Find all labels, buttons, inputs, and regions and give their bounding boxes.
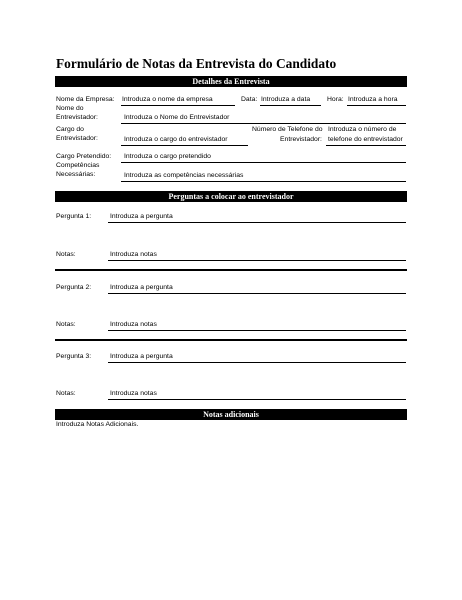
company-underline <box>121 105 235 106</box>
question-1-notes-underline <box>108 260 406 261</box>
question-3-field[interactable]: Introduza a pergunta <box>110 353 173 360</box>
position-field[interactable]: Introduza o cargo pretendido <box>124 153 211 160</box>
question-3-notes-field[interactable]: Introduza notas <box>110 390 157 397</box>
question-2-notes-underline <box>108 330 406 331</box>
phone-label-line2: Entrevistador: <box>280 136 322 143</box>
date-underline <box>260 105 321 106</box>
time-underline <box>347 105 406 106</box>
position-label: Cargo Pretendido: <box>56 153 112 160</box>
date-field[interactable]: Introduza a data <box>261 96 311 103</box>
skills-underline <box>121 181 406 182</box>
phone-field-line2[interactable]: telefone do entrevistador <box>328 136 403 143</box>
skills-label-line1: Competências <box>56 162 100 169</box>
skills-label-line2: Necessárias: <box>56 171 96 178</box>
section-header-questions: Perguntas a colocar ao entrevistador <box>55 191 407 202</box>
additional-notes-field[interactable]: Introduza Notas Adicionais. <box>56 421 139 428</box>
question-2-notes-field[interactable]: Introduza notas <box>110 321 157 328</box>
date-label: Data: <box>241 96 258 103</box>
question-1-field[interactable]: Introduza a pergunta <box>110 213 173 220</box>
interviewer-name-field[interactable]: Introduza o Nome do Entrevistador <box>124 114 230 121</box>
skills-field[interactable]: Introduza as competências necessárias <box>124 172 244 179</box>
role-label-line2: Entrevistador: <box>56 135 98 142</box>
section-header-details: Detalhes da Entrevista <box>55 76 407 87</box>
question-2-label: Pergunta 2: <box>56 284 92 291</box>
question-1-notes-field[interactable]: Introduza notas <box>110 251 157 258</box>
time-field[interactable]: Introduza a hora <box>348 96 398 103</box>
question-3-underline <box>108 362 406 363</box>
question-2-divider <box>55 339 407 341</box>
question-1-label: Pergunta 1: <box>56 213 92 220</box>
phone-underline <box>326 145 406 146</box>
company-label: Nome da Empresa: <box>56 96 115 103</box>
position-underline <box>121 162 406 163</box>
interviewer-label-line1: Nome do <box>56 105 84 112</box>
question-2-field[interactable]: Introduza a pergunta <box>110 284 173 291</box>
section-header-additional-notes: Notas adicionais <box>55 409 407 420</box>
question-1-underline <box>108 222 406 223</box>
role-underline <box>121 145 248 146</box>
question-2-notes-label: Notas: <box>56 321 76 328</box>
question-1-notes-label: Notas: <box>56 251 76 258</box>
interviewer-label-line2: Entrevistador: <box>56 114 98 121</box>
phone-field-line1[interactable]: Introduza o número de <box>328 126 397 133</box>
interviewer-underline <box>121 123 406 124</box>
time-label: Hora: <box>327 96 344 103</box>
phone-label-line1: Número de Telefone do <box>252 126 323 133</box>
role-label-line1: Cargo do <box>56 126 84 133</box>
question-2-underline <box>108 293 406 294</box>
question-3-notes-underline <box>108 399 406 400</box>
question-3-label: Pergunta 3: <box>56 353 92 360</box>
interviewer-role-field[interactable]: Introduza o cargo do entrevistador <box>124 136 228 143</box>
question-1-divider <box>55 269 407 271</box>
company-field[interactable]: Introduza o nome da empresa <box>122 96 213 103</box>
question-3-notes-label: Notas: <box>56 390 76 397</box>
page-title: Formulário de Notas da Entrevista do Candidato <box>56 56 337 71</box>
